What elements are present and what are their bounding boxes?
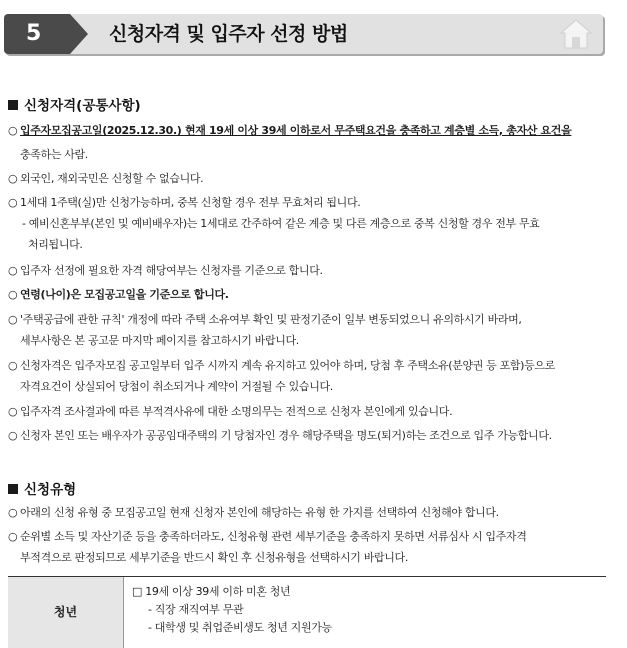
list-item: ○ '주택공급에 관한 규칙' 개정에 따라 주택 소유여부 확인 및 판정기준이 일부 변동되었으니 유의하시기 바라며, xyxy=(8,313,522,326)
list-item-continuation: 충족하는 사람. xyxy=(20,148,88,161)
table-cell xyxy=(132,583,332,637)
table-cell-line: - 대학생 및 취업준비생도 청년 지원가능 xyxy=(148,621,332,634)
table-cell-line: - 직장 재직여부 무관 xyxy=(148,603,244,616)
list-item: ○ 신청자 본인 또는 배우자가 공공임대주택의 기 당첨자인 경우 해당주택을 명도(퇴거)하는 조건으로 입주 가능합니다. xyxy=(8,429,552,442)
square-bullet-icon xyxy=(8,484,18,494)
list-subitem-continuation: 처리됩니다. xyxy=(28,238,83,251)
list-item: ○ 입주자 선정에 필요한 자격 해당여부는 신청자를 기준으로 합니다. xyxy=(8,264,323,277)
list-item: ○ 1세대 1주택(실)만 신청가능하며, 중복 신청할 경우 전부 무효처리 됩니다. xyxy=(8,196,361,209)
application-type-table xyxy=(8,576,606,648)
list-item-continuation: 세부사항은 본 공고문 마지막 페이지를 참고하시기 바랍니다. xyxy=(20,334,299,347)
list-item: ○ 연령(나이)은 모집공고일을 기준으로 합니다. xyxy=(8,288,229,301)
list-item: ○ 아래의 신청 유형 중 모집공고일 현재 신청자 본인에 해당하는 유형 한 가지를 선택하여 신청해야 합니다. xyxy=(8,506,499,519)
section-number-arrow xyxy=(70,14,88,54)
list-item: ○ 입주자모집공고일(2025.12.30.) 현재 19세 이상 39세 이하로서 무주택요건을 충족하고 계층별 소득, 총자산 요건을 xyxy=(8,124,572,137)
list-item: ○ 신청자격은 입주자모집 공고일부터 입주 시까지 계속 유지하고 있어야 하며, 당첨 후 주택소유(분양권 등 포함)등으로 xyxy=(8,359,555,372)
section-heading-eligibility: 신청자격(공통사항) xyxy=(8,94,141,114)
section-header-bar xyxy=(4,14,603,54)
home-icon xyxy=(559,18,593,50)
list-item: ○ 외국인, 재외국민은 신청할 수 없습니다. xyxy=(8,172,204,185)
list-item-continuation: 부적격으로 판정되므로 세부기준을 반드시 확인 후 신청유형을 선택하시기 바랍니다. xyxy=(20,551,408,564)
table-cell-line: □ 19세 이상 39세 이하 미혼 청년 xyxy=(132,585,291,598)
list-item: ○ 입주자격 조사결과에 따른 부적격사유에 대한 소명의무는 전적으로 신청자 본인에게 있습니다. xyxy=(8,405,453,418)
section-number: 5 xyxy=(4,14,70,54)
list-subitem: - 예비신혼부부(본인 및 예비배우자)는 1세대로 간주하여 같은 계층 및 다른 계층으로 중복 신청할 경우 전부 무효 xyxy=(22,217,540,230)
square-bullet-icon xyxy=(8,100,18,110)
table-row-header: 청년 xyxy=(8,577,124,648)
list-item-continuation: 자격요건이 상실되어 당첨이 취소되거나 계약이 거절될 수 있습니다. xyxy=(20,380,333,393)
list-item: ○ 순위별 소득 및 자산기준 등을 충족하더라도, 신청유형 관련 세부기준을 충족하지 못하면 서류심사 시 입주자격 xyxy=(8,530,527,543)
section-title: 신청자격 및 입주자 선정 방법 xyxy=(109,23,348,45)
section-heading-application-type: 신청유형 xyxy=(8,478,76,498)
